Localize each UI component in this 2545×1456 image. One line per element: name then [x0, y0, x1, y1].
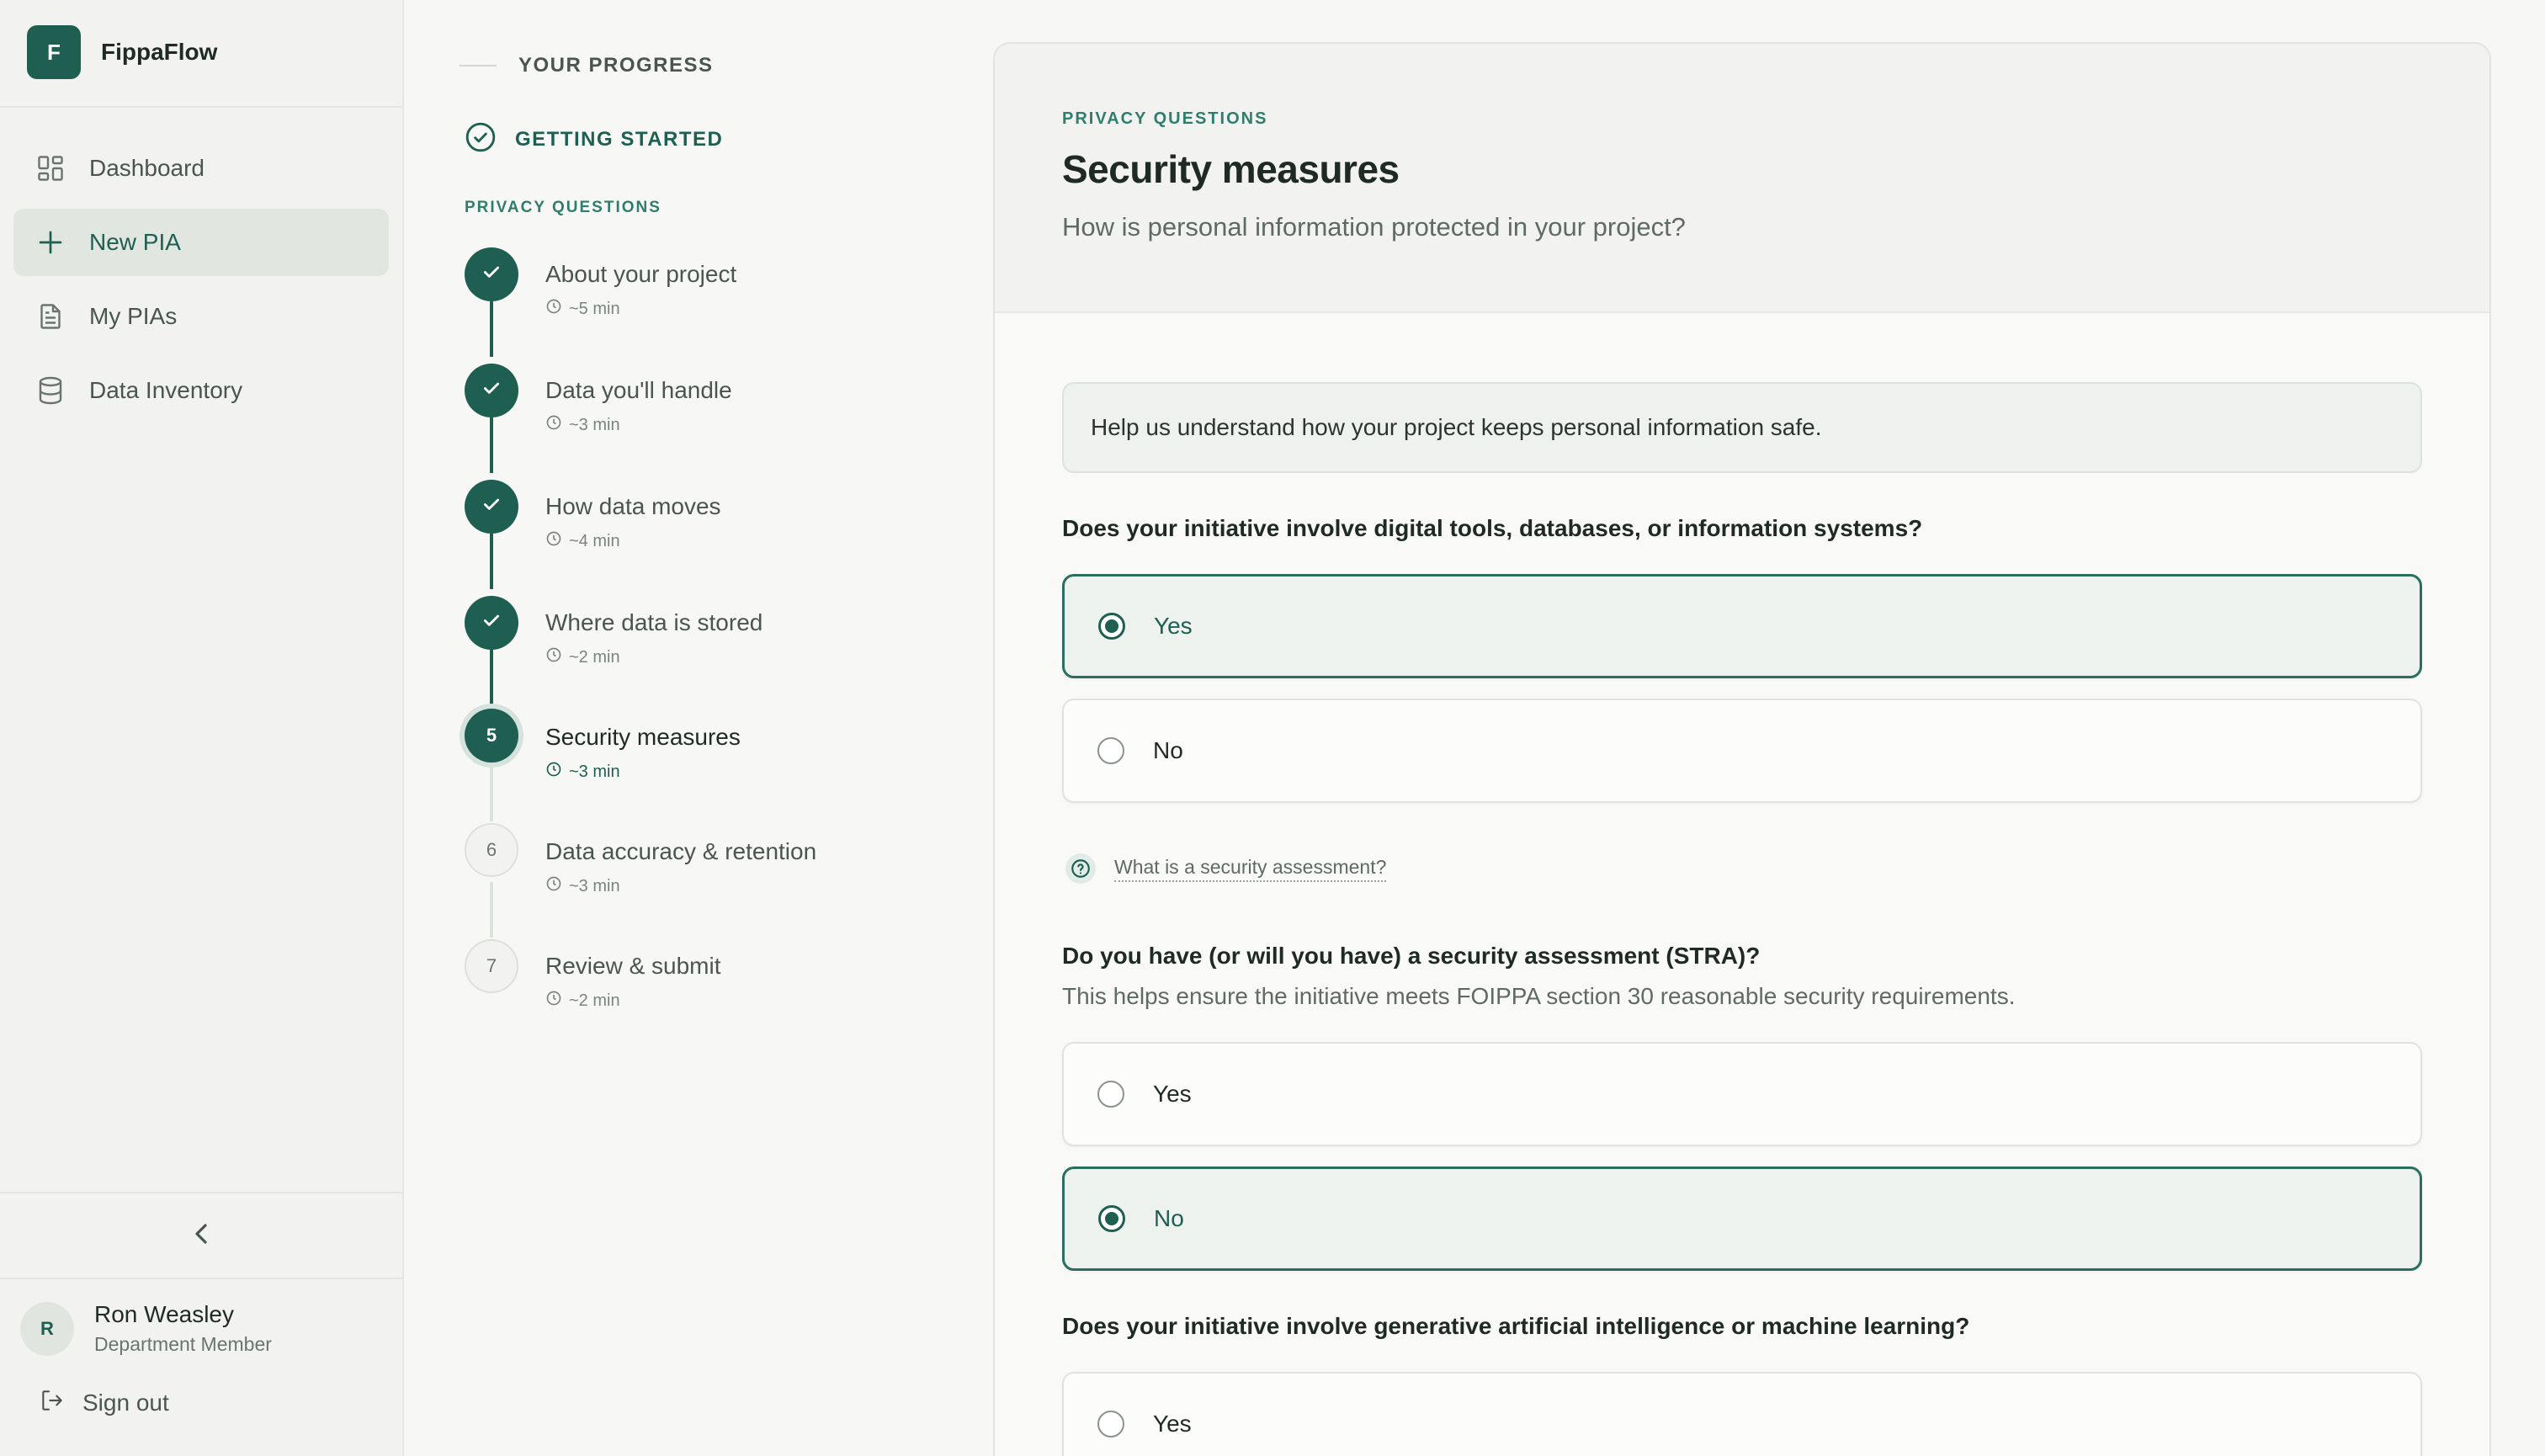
check-icon	[481, 377, 502, 404]
sidebar-divider	[0, 1278, 402, 1279]
step-4-complete[interactable]	[465, 596, 518, 650]
progress-heading	[460, 54, 714, 77]
sign-out-button[interactable]	[39, 1387, 169, 1418]
step-connector	[490, 534, 493, 589]
app-name: FippaFlow	[101, 39, 218, 65]
chevron-left-icon	[194, 1222, 210, 1250]
step-1-complete[interactable]	[465, 247, 518, 301]
check-icon	[481, 609, 502, 636]
clock-icon	[545, 298, 562, 320]
sidebar-item-dashboard[interactable]	[13, 135, 389, 202]
option-digital-tools-no[interactable]	[1062, 699, 2422, 803]
option-label: No	[1153, 737, 1183, 763]
step-time: ~2 min	[545, 646, 620, 668]
step-5-current[interactable]: 5	[465, 709, 518, 763]
step-connector	[490, 882, 493, 938]
step-3-complete[interactable]	[465, 480, 518, 534]
sign-out-icon	[39, 1387, 66, 1418]
step-title[interactable]: Review & submit	[545, 953, 721, 979]
step-time: ~2 min	[545, 990, 620, 1012]
intro-callout: Help us understand how your project keeps personal information safe.	[1062, 382, 2422, 473]
getting-started-label: GETTING STARTED	[515, 127, 724, 151]
check-icon	[481, 261, 502, 288]
sidebar-item-new-pia[interactable]	[13, 209, 389, 276]
question-hint: This helps ensure the initiative meets FOIPPA section 30 reasonable security requirements.	[1062, 983, 2016, 1009]
sidebar-item-data-inventory[interactable]	[13, 357, 389, 424]
clock-icon	[545, 875, 562, 897]
database-icon	[34, 374, 67, 407]
page-subtitle: How is personal information protected in your project?	[1062, 212, 1686, 242]
option-label: Yes	[1154, 613, 1193, 639]
sidebar-item-label: My PIAs	[89, 303, 178, 329]
option-security-assessment-yes[interactable]	[1062, 1042, 2422, 1146]
getting-started-step[interactable]	[465, 121, 723, 157]
avatar: R	[20, 1302, 74, 1356]
collapse-sidebar-button[interactable]	[189, 1219, 215, 1252]
section-eyebrow: PRIVACY QUESTIONS	[1062, 109, 1268, 128]
step-title[interactable]: Where data is stored	[545, 609, 763, 635]
sidebar-item-label: Data Inventory	[89, 377, 243, 403]
step-title[interactable]: Security measures	[545, 724, 741, 750]
question-digital-tools: Does your initiative involve digital tools, databases, or information systems?	[1062, 515, 1923, 541]
step-connector	[490, 301, 493, 357]
sidebar-divider	[0, 106, 402, 108]
option-generative-ai-yes[interactable]	[1062, 1372, 2422, 1456]
plus-icon	[34, 226, 67, 259]
user-role: Department Member	[94, 1333, 272, 1355]
question-security-assessment: Do you have (or will you have) a security assessment (STRA)?	[1062, 943, 1761, 969]
sidebar	[0, 0, 404, 1456]
check-circle-icon	[465, 121, 497, 157]
page-title: Security measures	[1062, 147, 1400, 191]
sidebar-divider	[0, 1192, 402, 1193]
help-circle-icon	[1065, 853, 1096, 884]
step-6-pending[interactable]: 6	[465, 823, 518, 877]
step-title[interactable]: Data you'll handle	[545, 377, 732, 403]
option-label: No	[1154, 1205, 1184, 1231]
step-time: ~3 min	[545, 875, 620, 897]
clock-icon	[545, 530, 562, 552]
question-generative-ai: Does your initiative involve generative artificial intelligence or machine learning?	[1062, 1313, 1970, 1339]
step-connector	[490, 766, 493, 821]
step-time: ~4 min	[545, 530, 620, 552]
dashboard-icon	[34, 151, 67, 185]
sidebar-item-label: Dashboard	[89, 155, 205, 181]
radio-unselected[interactable]	[1097, 1411, 1124, 1437]
option-security-assessment-no[interactable]	[1062, 1166, 2422, 1271]
radio-unselected[interactable]	[1097, 737, 1124, 764]
step-connector	[490, 650, 493, 705]
app-logo: F	[27, 25, 81, 79]
user-name: Ron Weasley	[94, 1301, 235, 1327]
security-assessment-help-link[interactable]	[1065, 853, 1386, 884]
step-title[interactable]: How data moves	[545, 493, 721, 519]
step-time: ~3 min	[545, 761, 620, 783]
sidebar-item-label: New PIA	[89, 229, 181, 255]
clock-icon	[545, 646, 562, 668]
progress-heading-text: YOUR PROGRESS	[518, 54, 714, 77]
step-title[interactable]: About your project	[545, 261, 737, 287]
radio-selected[interactable]	[1098, 613, 1125, 640]
radio-selected[interactable]	[1098, 1205, 1125, 1232]
sidebar-item-my-pias[interactable]	[13, 283, 389, 350]
step-time: ~3 min	[545, 414, 620, 436]
check-icon	[481, 493, 502, 520]
user-profile[interactable]	[20, 1301, 272, 1356]
option-digital-tools-yes[interactable]	[1062, 574, 2422, 678]
option-label: Yes	[1153, 1081, 1192, 1107]
step-connector	[490, 417, 493, 473]
step-7-pending[interactable]: 7	[465, 939, 518, 993]
document-icon	[34, 300, 67, 333]
clock-icon	[545, 761, 562, 783]
radio-unselected[interactable]	[1097, 1081, 1124, 1108]
option-label: Yes	[1153, 1411, 1192, 1437]
step-title[interactable]: Data accuracy & retention	[545, 838, 817, 864]
clock-icon	[545, 990, 562, 1012]
question-card	[993, 42, 2491, 1456]
step-time: ~5 min	[545, 298, 620, 320]
sign-out-label: Sign out	[82, 1389, 169, 1416]
card-header	[995, 44, 2489, 313]
brand[interactable]	[27, 25, 217, 79]
clock-icon	[545, 414, 562, 436]
privacy-questions-label: PRIVACY QUESTIONS	[465, 199, 661, 216]
step-2-complete[interactable]	[465, 364, 518, 417]
help-link-label[interactable]: What is a security assessment?	[1114, 856, 1386, 882]
